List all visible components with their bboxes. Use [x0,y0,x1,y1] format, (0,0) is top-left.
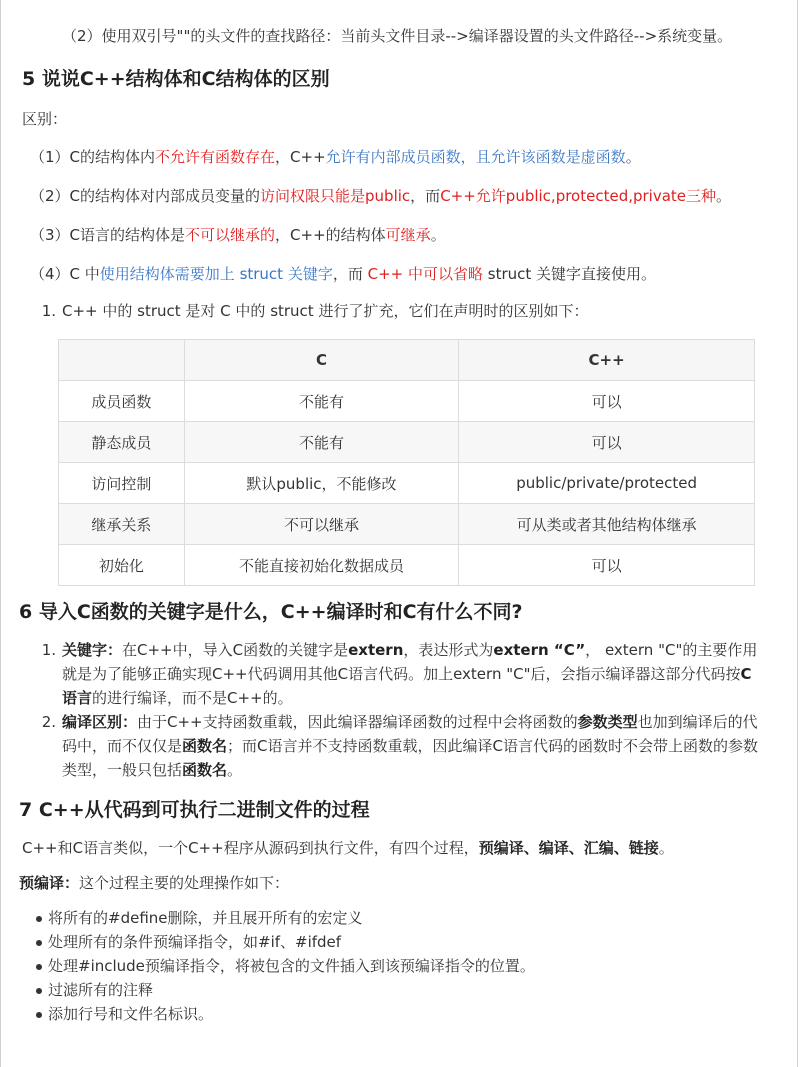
section7-title: 7 C++从代码到可执行二进制文件的过程 [19,799,370,821]
bullet-icon [22,1002,48,1026]
table-header-row [59,340,755,381]
table-row [59,545,755,586]
precompile-steps [22,906,762,1026]
table-row [59,422,755,463]
table-cell: 可以 [459,381,755,422]
diff-item-2: （2）C的结构体对内部成员变量的访问权限只能是public，而C++允许public,protected,private三种。 [30,187,732,205]
table-cell: 静态成员 [59,422,185,463]
bullet-icon [22,978,48,1002]
table-header-cell: C++ [459,340,755,381]
table-cell: 不能有 [184,381,459,422]
list-item: 处理#include预编译指令，将被包含的文件插入到该预编译指令的位置。 [22,954,762,978]
table-row [59,504,755,545]
table-header-cell [59,340,185,381]
list-item: 过滤所有的注释 [22,978,762,1002]
table-cell: 初始化 [59,545,185,586]
table-cell: 不可以继承 [184,504,459,545]
intro-paragraph: （2）使用双引号""的头文件的查找路径：当前头文件目录-->编译器设置的头文件路径-->系统变量。 [62,27,733,45]
diff-item-1: （1）C的结构体内不允许有函数存在，C++允许有内部成员函数，且允许该函数是虚函数。 [30,148,641,166]
bullet-icon [22,906,48,930]
table-cell: 继承关系 [59,504,185,545]
table-cell: 可以 [459,422,755,463]
table-cell: 不能直接初始化数据成员 [184,545,459,586]
table-cell: 访问控制 [59,463,185,504]
bullet-icon [22,954,48,978]
struct-note-list [22,299,762,323]
list-item: 1. C++ 中的 struct 是对 C 中的 struct 进行了扩充，它们在声明时的区别如下： [41,302,589,320]
section7-intro: C++和C语言类似，一个C++程序从源码到执行文件，有四个过程，预编译、编译、汇编、链接。 [22,839,674,857]
table-row [59,463,755,504]
list-item: 2. 编译区别：由于C++支持函数重载，因此编译器编译函数的过程中会将函数的参数类型也加到编译后的代码中，而不仅仅是函数名；而C语言并不支持函数重载，因此编译C语言代码的函数时不会带上函数的参数类型，一般只包括函数名。 [41,713,758,779]
table-cell: 默认public，不能修改 [184,463,459,504]
diff-item-4: （4）C 中使用结构体需要加上 struct 关键字，而 C++ 中可以省略 struct 关键字直接使用。 [30,265,657,283]
table-cell: 可从类或者其他结构体继承 [459,504,755,545]
document-content [19,8,762,1026]
list-item: 处理所有的条件预编译指令，如#if、#ifdef [22,930,762,954]
bullet-icon [22,930,48,954]
list-item: 1. 关键字：在C++中，导入C函数的关键字是extern，表达形式为extern “C”， extern "C"的主要作用就是为了能够正确实现C++代码调用其他C语言代码。加上extern "C"后，会指示编译器这部分代码按C语言的进行编译，而不是C++的。 [41,641,758,707]
table-cell: 可以 [459,545,755,586]
table-row [59,381,755,422]
section5-title: 5 说说C++结构体和C结构体的区别 [22,68,330,90]
table-header-cell: C [184,340,459,381]
comparison-table [58,339,755,586]
precompile-label: 预编译：这个过程主要的处理操作如下： [19,874,290,892]
section6-list [22,638,762,782]
list-item: 将所有的#define删除，并且展开所有的宏定义 [22,906,762,930]
diff-label: 区别： [22,110,68,128]
diff-item-3: （3）C语言的结构体是不可以继承的，C++的结构体可继承。 [30,226,446,244]
table-cell: 不能有 [184,422,459,463]
table-cell: 成员函数 [59,381,185,422]
table-cell: public/private/protected [459,463,755,504]
list-item: 添加行号和文件名标识。 [22,1002,762,1026]
section6-title: 6 导入C函数的关键字是什么，C++编译时和C有什么不同? [19,601,523,623]
